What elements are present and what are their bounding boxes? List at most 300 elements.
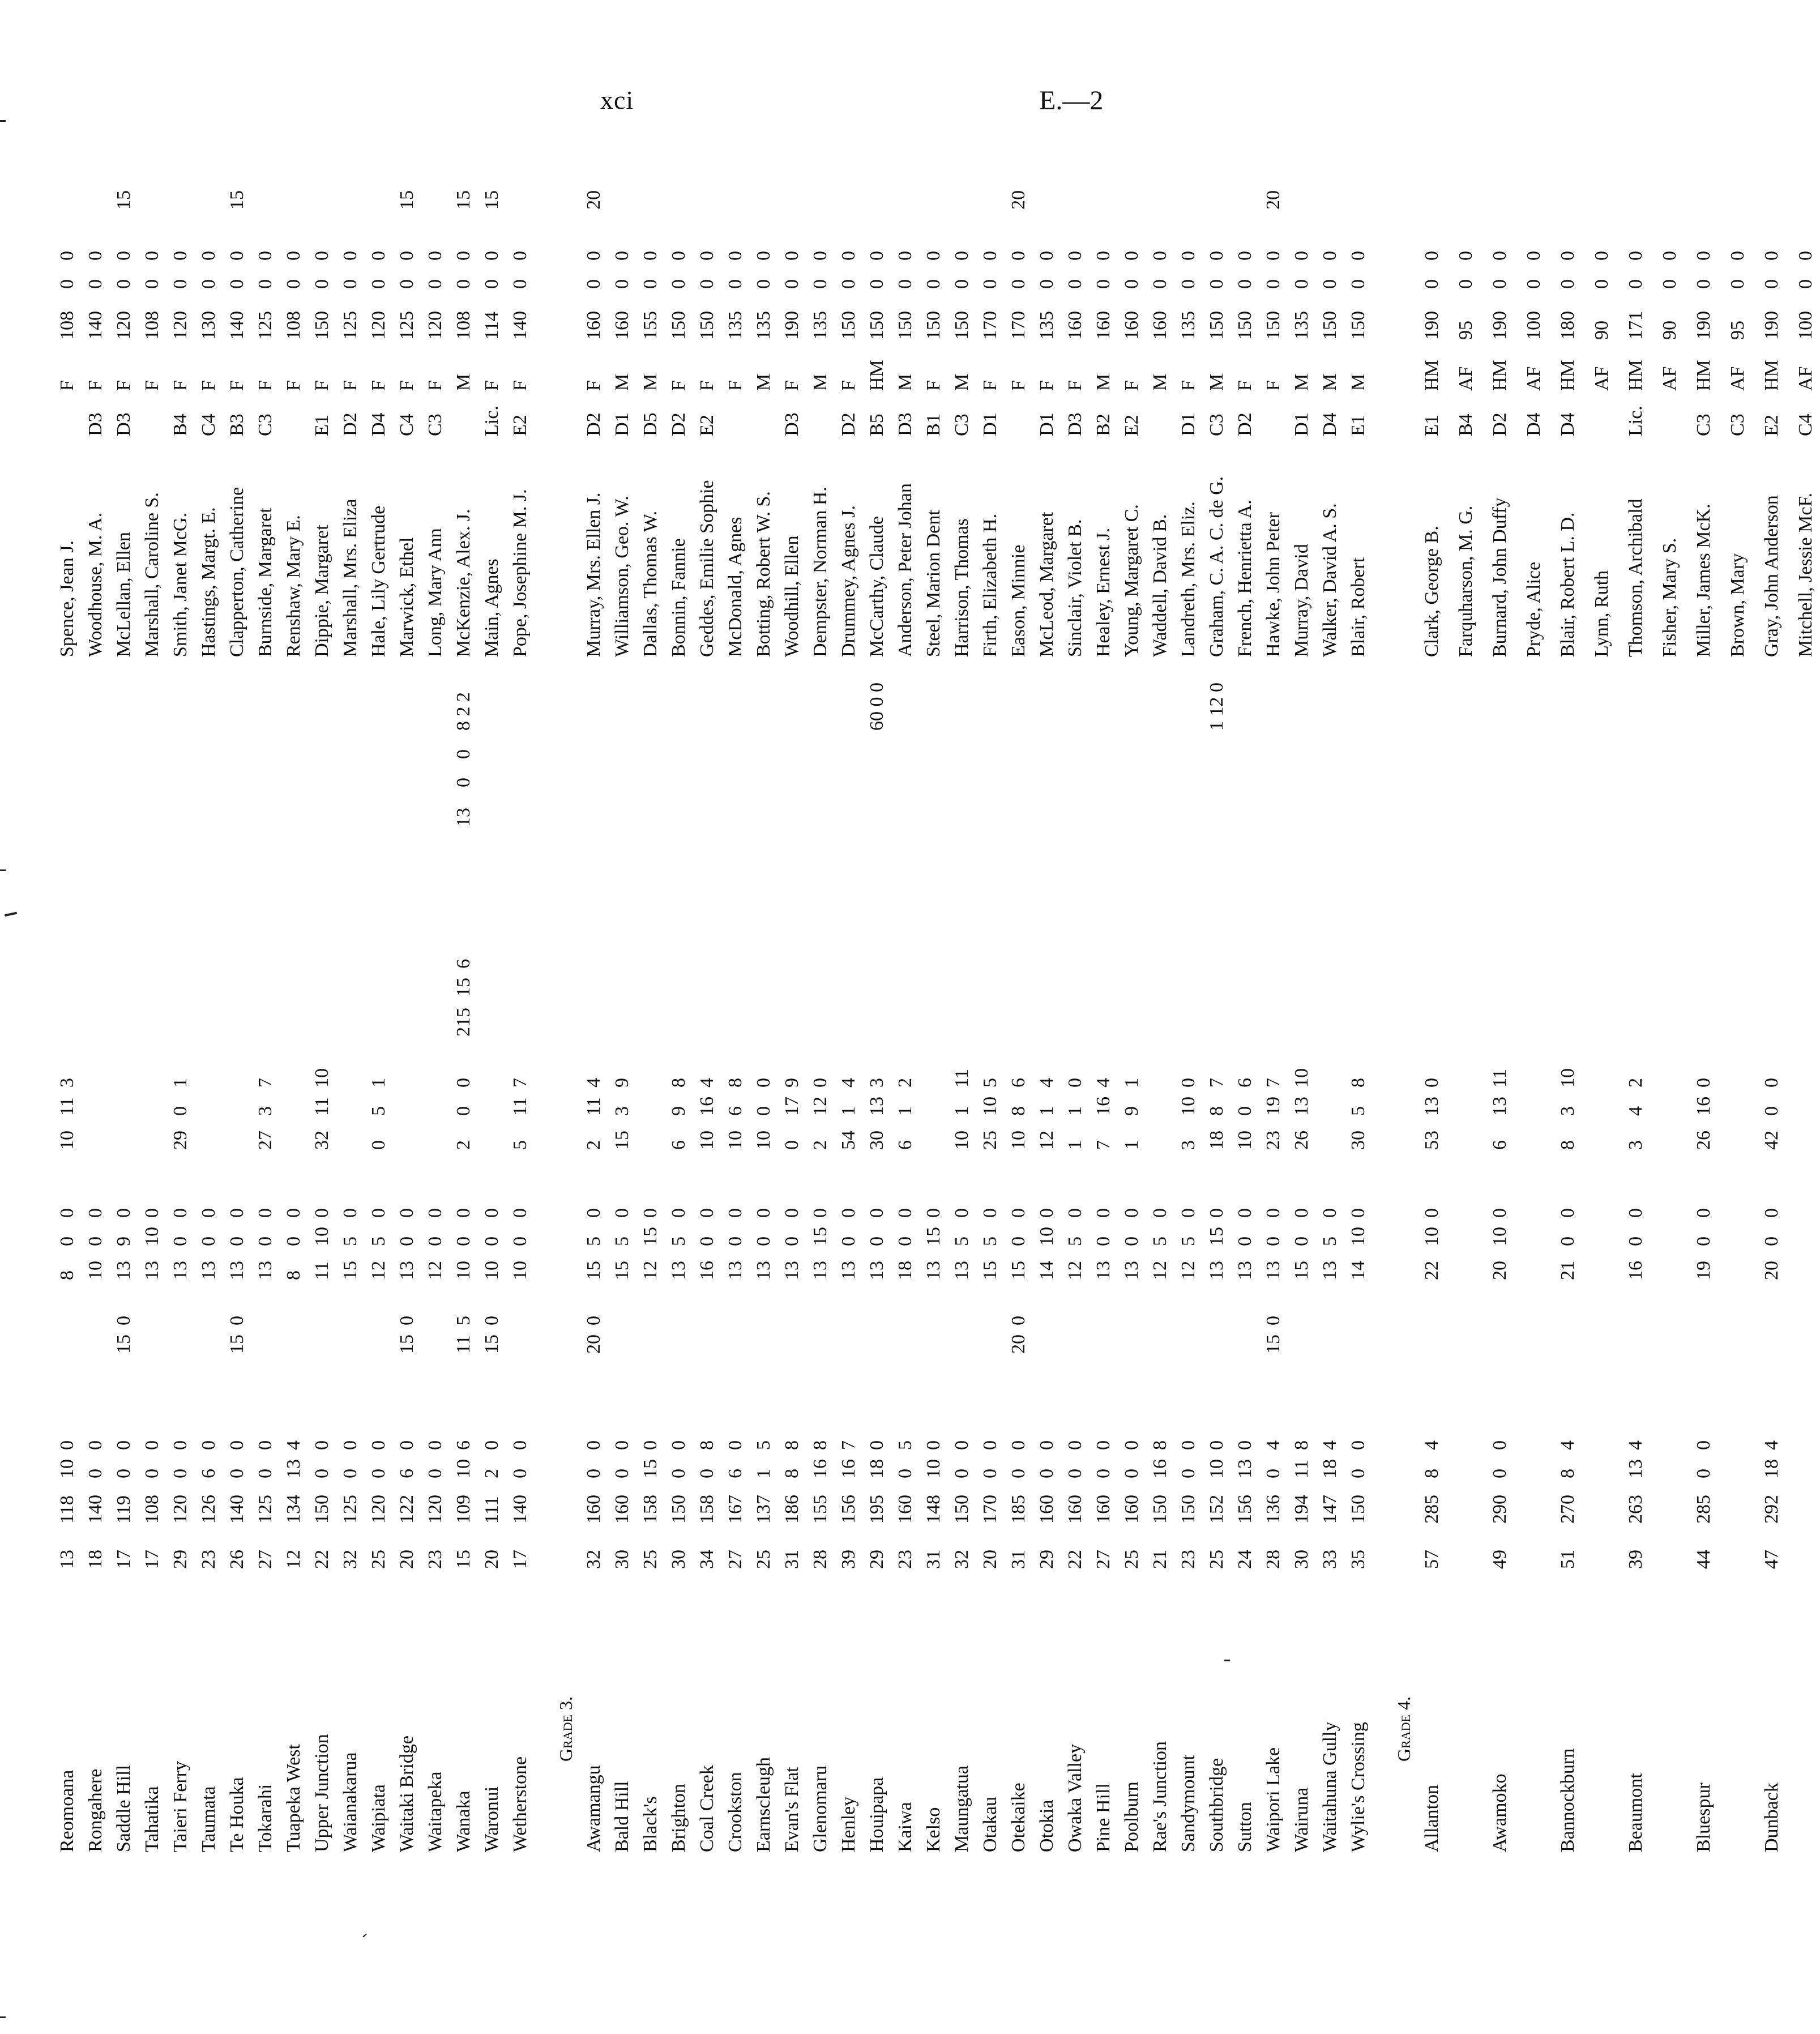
cell-cls: D2 bbox=[1489, 412, 1510, 436]
cell-a: 30 bbox=[668, 1550, 689, 1569]
cell-pos: F bbox=[396, 380, 417, 391]
cell-c: 0 bbox=[697, 1469, 717, 1478]
cell-cls: D4 bbox=[1523, 412, 1544, 436]
cell-s1: 0 bbox=[1036, 279, 1057, 289]
cell-d: 0 bbox=[1008, 1440, 1029, 1450]
cell-x: 20 bbox=[1008, 190, 1029, 210]
cell-x: 15 bbox=[227, 190, 247, 210]
cell-b: 111 bbox=[481, 1496, 502, 1524]
cell-l: 3 bbox=[57, 1078, 78, 1088]
cell-c: 0 bbox=[142, 1469, 163, 1478]
cell-g: 15 bbox=[1291, 1261, 1312, 1280]
cell-f: 0 bbox=[113, 1316, 134, 1325]
cell-a: 25 bbox=[640, 1550, 661, 1569]
cell-j: 0 bbox=[781, 1140, 802, 1150]
cell-sal: 160 bbox=[612, 311, 633, 340]
cell-s2: 0 bbox=[1008, 251, 1029, 261]
cell-e: 15 bbox=[113, 1334, 134, 1354]
cell-s1: 0 bbox=[1761, 279, 1782, 289]
cell-s1: 0 bbox=[396, 279, 417, 289]
cell-d: 0 bbox=[725, 1440, 746, 1450]
cell-h: 5 bbox=[980, 1236, 1001, 1246]
cell-school: Evan's Flat bbox=[781, 1767, 802, 1852]
cell-l: 1 bbox=[170, 1078, 191, 1088]
cell-g: 13 bbox=[753, 1261, 774, 1280]
cell-sal: 170 bbox=[980, 311, 1001, 340]
cell-school: Bannockburn bbox=[1557, 1748, 1578, 1852]
cell-g: 13 bbox=[113, 1261, 134, 1280]
cell-b: 152 bbox=[1206, 1495, 1227, 1524]
cell-teacher: Landreth, Mrs. Eliz. bbox=[1178, 501, 1199, 657]
cell-i: 0 bbox=[810, 1208, 831, 1218]
cell-b: 195 bbox=[866, 1495, 887, 1524]
cell-e: 15 bbox=[227, 1334, 247, 1354]
cell-k: 8 bbox=[1008, 1106, 1029, 1116]
cell-b: 150 bbox=[668, 1495, 689, 1524]
cell-k: 16 bbox=[1693, 1097, 1714, 1116]
cell-x: 20 bbox=[583, 190, 604, 210]
cell-d: 8 bbox=[697, 1440, 717, 1450]
cell-pos: AF bbox=[1455, 366, 1476, 391]
cell-g: 14 bbox=[1348, 1261, 1369, 1280]
cell-s2: 0 bbox=[283, 251, 304, 261]
cell-h: 0 bbox=[227, 1236, 247, 1246]
cell-a: 29 bbox=[170, 1550, 191, 1569]
cell-i: 0 bbox=[895, 1208, 916, 1218]
cell-x: 20 bbox=[1263, 190, 1284, 210]
cell-s2: 0 bbox=[1455, 251, 1476, 261]
cell-c: 0 bbox=[980, 1469, 1001, 1478]
cell-l: 0 bbox=[1421, 1078, 1442, 1088]
cell-d: 4 bbox=[1761, 1440, 1782, 1450]
cell-teacher: Fisher, Mary S. bbox=[1659, 538, 1680, 657]
cell-x: 15 bbox=[453, 190, 474, 210]
cell-b: 160 bbox=[1065, 1495, 1086, 1524]
school-row bbox=[608, 164, 636, 1864]
cell-pos: M bbox=[895, 373, 916, 391]
cell-i: 0 bbox=[1234, 1208, 1255, 1218]
cell-s1: 0 bbox=[668, 279, 689, 289]
cell-sal: 108 bbox=[453, 311, 474, 340]
cell-cls: B1 bbox=[923, 413, 944, 436]
cell-cls: D4 bbox=[368, 412, 389, 436]
cell-k: 4 bbox=[1625, 1106, 1646, 1116]
cell-i: 0 bbox=[57, 1208, 78, 1218]
cell-sal: 150 bbox=[311, 311, 332, 340]
cell-g: 8 bbox=[57, 1270, 78, 1280]
cell-l: 9 bbox=[781, 1078, 802, 1088]
cell-school: Rae's Junction bbox=[1150, 1741, 1170, 1852]
cell-cls: D3 bbox=[895, 412, 916, 436]
cell-s1: 0 bbox=[510, 279, 531, 289]
cell-teacher: Thomson, Archibald bbox=[1625, 498, 1646, 657]
cell-a: 22 bbox=[311, 1550, 332, 1569]
school-row bbox=[976, 164, 1005, 1864]
cell-c: 0 bbox=[85, 1469, 106, 1478]
cell-cls: Lic. bbox=[481, 406, 502, 436]
cell-a: 31 bbox=[923, 1550, 944, 1569]
cell-pos: HM bbox=[1693, 360, 1714, 391]
cell-j: 6 bbox=[668, 1140, 689, 1150]
cell-h: 0 bbox=[753, 1236, 774, 1246]
cell-i: 0 bbox=[255, 1208, 276, 1218]
cell-a: 30 bbox=[1291, 1550, 1312, 1569]
cell-j: 1 bbox=[1065, 1140, 1086, 1150]
cell-i: 0 bbox=[170, 1208, 191, 1218]
cell-e: 15 bbox=[1263, 1334, 1284, 1354]
cell-i: 0 bbox=[1557, 1208, 1578, 1218]
cell-g: 13 bbox=[810, 1261, 831, 1280]
cell-j: 10 bbox=[753, 1131, 774, 1150]
cell-b: 160 bbox=[1121, 1495, 1142, 1524]
cell-f: 0 bbox=[227, 1316, 247, 1325]
cell-c: 6 bbox=[198, 1469, 219, 1478]
cell-pos: F bbox=[283, 380, 304, 391]
cell-school: Waitahuna Gully bbox=[1319, 1721, 1340, 1852]
cell-i: 0 bbox=[340, 1208, 361, 1218]
cell-d: 0 bbox=[255, 1440, 276, 1450]
cell-d: 0 bbox=[1121, 1440, 1142, 1450]
cell-l: 0 bbox=[1178, 1078, 1199, 1088]
cell-g: 12 bbox=[1150, 1261, 1170, 1280]
cell-s2: 0 bbox=[1065, 251, 1086, 261]
cell-teacher: Dempster, Norman H. bbox=[810, 487, 831, 657]
cell-h: 5 bbox=[583, 1236, 604, 1246]
cell-cls: E1 bbox=[1348, 415, 1369, 436]
cell-b: 263 bbox=[1625, 1495, 1646, 1524]
cell-i: 0 bbox=[142, 1208, 163, 1218]
cell-h: 0 bbox=[866, 1236, 887, 1246]
school-row bbox=[1588, 164, 1616, 1864]
cell-l: 0 bbox=[1065, 1078, 1086, 1088]
cell-k: 0 bbox=[1234, 1106, 1255, 1116]
cell-k: 11 bbox=[583, 1097, 604, 1116]
cell-i: 0 bbox=[198, 1208, 219, 1218]
cell-c: 0 bbox=[227, 1469, 247, 1478]
cell-teacher: Young, Margaret C. bbox=[1121, 504, 1142, 657]
cell-teacher: McLeod, Margaret bbox=[1036, 511, 1057, 657]
cell-teacher: Walker, David A. S. bbox=[1319, 503, 1340, 657]
cell-sal: 190 bbox=[1421, 311, 1442, 340]
cell-s2: 0 bbox=[1489, 251, 1510, 261]
cell-l: 2 bbox=[895, 1078, 916, 1088]
cell-cls: D1 bbox=[980, 412, 1001, 436]
cell-b: 120 bbox=[368, 1495, 389, 1524]
cell-e: 15 bbox=[396, 1334, 417, 1354]
cell-l: 3 bbox=[866, 1078, 887, 1088]
cell-a: 44 bbox=[1693, 1550, 1714, 1569]
cell-c: 0 bbox=[1065, 1469, 1086, 1478]
cell-teacher: Gray, John Anderson bbox=[1761, 495, 1782, 657]
cell-g: 13 bbox=[1319, 1261, 1340, 1280]
cell-school: Wairuna bbox=[1291, 1787, 1312, 1852]
cell-b: 150 bbox=[1178, 1495, 1199, 1524]
cell-g: 13 bbox=[396, 1261, 417, 1280]
school-row bbox=[1005, 164, 1033, 1864]
school-row bbox=[948, 164, 976, 1864]
cell-s2: 0 bbox=[1727, 251, 1748, 261]
cell-school: Glenomaru bbox=[810, 1766, 831, 1852]
cell-teacher: Long, Mary Ann bbox=[425, 528, 446, 657]
cell-sal: 190 bbox=[1693, 311, 1714, 340]
cell-teacher: Anderson, Peter Johan bbox=[895, 483, 916, 657]
cell-s2: 0 bbox=[1206, 251, 1227, 261]
cell-c: 0 bbox=[1693, 1469, 1714, 1478]
cell-s2: 0 bbox=[113, 251, 134, 261]
school-row bbox=[53, 164, 82, 1864]
cell-school: Waianakarua bbox=[340, 1752, 361, 1852]
cell-d: 7 bbox=[838, 1440, 859, 1450]
school-row bbox=[636, 164, 665, 1864]
cell-k: 0 bbox=[170, 1106, 191, 1116]
cell-j: 10 bbox=[57, 1131, 78, 1150]
cell-a: 17 bbox=[113, 1550, 134, 1569]
cell-school: Beaumont bbox=[1625, 1773, 1646, 1852]
cell-pos: F bbox=[198, 380, 219, 391]
cell-i: 0 bbox=[1489, 1208, 1510, 1218]
school-row bbox=[138, 164, 166, 1864]
cell-i: 0 bbox=[725, 1208, 746, 1218]
cell-teacher: Firth, Elizabeth H. bbox=[980, 513, 1001, 657]
cell-i: 0 bbox=[951, 1208, 972, 1218]
cell-a: 47 bbox=[1761, 1550, 1782, 1569]
cell-teacher: Hastings, Margt. E. bbox=[198, 507, 219, 657]
cell-s2: 0 bbox=[1121, 251, 1142, 261]
school-row bbox=[223, 164, 251, 1864]
cell-k: 8 bbox=[1206, 1106, 1227, 1116]
cell-teacher: Botting, Robert W. S. bbox=[753, 491, 774, 657]
cell-sal: 150 bbox=[1206, 311, 1227, 340]
cell-s1: 0 bbox=[170, 279, 191, 289]
cell-h: 9 bbox=[113, 1236, 134, 1246]
cell-i: 0 bbox=[753, 1208, 774, 1218]
cell-b: 158 bbox=[640, 1495, 661, 1524]
school-row bbox=[195, 164, 223, 1864]
cell-s2: 0 bbox=[1291, 251, 1312, 261]
cell-cls: D1 bbox=[612, 412, 633, 436]
cell-c: 10 bbox=[453, 1459, 474, 1478]
cell-h: 10 bbox=[142, 1227, 163, 1246]
cell-e: 20 bbox=[1008, 1334, 1029, 1354]
cell-cls: D1 bbox=[1178, 412, 1199, 436]
cell-j: 0 bbox=[368, 1140, 389, 1150]
cell-g: 13 bbox=[725, 1261, 746, 1280]
cell-f: 0 bbox=[396, 1316, 417, 1325]
cell-teacher: Woodhill, Ellen bbox=[781, 535, 802, 657]
cell-k: 16 bbox=[697, 1097, 717, 1116]
cell-pos: F bbox=[340, 380, 361, 391]
cell-school: Wetherstone bbox=[510, 1756, 531, 1852]
cell-s2: 0 bbox=[85, 251, 106, 261]
cell-s1: 0 bbox=[583, 279, 604, 289]
cell-teacher: Waddell, David B. bbox=[1150, 514, 1170, 657]
cell-cls: B3 bbox=[227, 413, 247, 436]
cell-c: 0 bbox=[895, 1469, 916, 1478]
cell-cls: D2 bbox=[668, 412, 689, 436]
cell-pos: F bbox=[1121, 380, 1142, 391]
cell-k: 19 bbox=[1263, 1097, 1284, 1116]
cell-s1: 0 bbox=[1625, 279, 1646, 289]
cell-s2: 0 bbox=[340, 251, 361, 261]
cell-i: 0 bbox=[85, 1208, 106, 1218]
cell-s2: 0 bbox=[866, 251, 887, 261]
cell-x: 15 bbox=[113, 190, 134, 210]
cell-cls: C3 bbox=[1206, 413, 1227, 436]
cell-s1: 0 bbox=[725, 279, 746, 289]
school-row bbox=[82, 164, 110, 1864]
cell-f: 5 bbox=[453, 1316, 474, 1325]
cell-g: 13 bbox=[923, 1261, 944, 1280]
cell-c: 0 bbox=[1489, 1469, 1510, 1478]
cell-i: 0 bbox=[838, 1208, 859, 1218]
cell-teacher: Pryde, Alice bbox=[1523, 561, 1544, 657]
cell-d: 0 bbox=[142, 1440, 163, 1450]
cell-cls: D2 bbox=[340, 412, 361, 436]
cell-s1: 0 bbox=[1150, 279, 1170, 289]
cell-s2: 0 bbox=[170, 251, 191, 261]
cell-s2: 0 bbox=[1625, 251, 1646, 261]
cell-i: 0 bbox=[1263, 1208, 1284, 1218]
cell-school: Sutton bbox=[1234, 1802, 1255, 1852]
cell-g: 16 bbox=[1625, 1261, 1646, 1280]
cell-c: 16 bbox=[810, 1459, 831, 1478]
cell-school: Kelso bbox=[923, 1807, 944, 1852]
cell-teacher: Hawke, John Peter bbox=[1263, 512, 1284, 657]
cell-a: 28 bbox=[810, 1550, 831, 1569]
cell-c: 8 bbox=[1421, 1469, 1442, 1478]
cell-pos: HM bbox=[1421, 360, 1442, 391]
cell-g: 15 bbox=[583, 1261, 604, 1280]
cell-school: Otakau bbox=[980, 1796, 1001, 1852]
cell-l: 10 bbox=[1557, 1068, 1578, 1088]
cell-pos: AF bbox=[1523, 366, 1544, 391]
cell-l: 1 bbox=[1121, 1078, 1142, 1088]
cell-teacher: Spence, Jean J. bbox=[57, 540, 78, 657]
cell-pos: F bbox=[1065, 380, 1086, 391]
cell-b: 285 bbox=[1693, 1495, 1714, 1524]
cell-s2: 0 bbox=[198, 251, 219, 261]
cell-b: 125 bbox=[255, 1495, 276, 1524]
cell-c: 13 bbox=[1625, 1459, 1646, 1478]
cell-g: 12 bbox=[368, 1261, 389, 1280]
cell-school: Houipapa bbox=[866, 1777, 887, 1852]
cell-h: 0 bbox=[781, 1236, 802, 1246]
cell-sal: 130 bbox=[198, 311, 219, 340]
cell-h: 10 bbox=[1421, 1227, 1442, 1246]
cell-h: 10 bbox=[1036, 1227, 1057, 1246]
cell-s1: 0 bbox=[1206, 279, 1227, 289]
cell-l: 7 bbox=[510, 1078, 531, 1088]
school-row bbox=[1118, 164, 1146, 1864]
cell-pos: HM bbox=[1557, 360, 1578, 391]
cell-a: 24 bbox=[1234, 1550, 1255, 1569]
cell-pos: F bbox=[781, 380, 802, 391]
cell-d: 0 bbox=[1036, 1440, 1057, 1450]
cell-h: 0 bbox=[453, 1236, 474, 1246]
cell-cls: Lic. bbox=[1625, 406, 1646, 436]
cell-i: 0 bbox=[612, 1208, 633, 1218]
cell-h: 10 bbox=[1489, 1227, 1510, 1246]
cell-j: 7 bbox=[1093, 1140, 1114, 1150]
cell-teacher: Murray, David bbox=[1291, 544, 1312, 657]
cell-pos: F bbox=[923, 380, 944, 391]
cell-cls: D4 bbox=[1557, 412, 1578, 436]
cell-b: 136 bbox=[1263, 1495, 1284, 1524]
cell-c: 0 bbox=[510, 1469, 531, 1478]
cell-s2: 0 bbox=[697, 251, 717, 261]
cell-b: 270 bbox=[1557, 1495, 1578, 1524]
cell-j: 23 bbox=[1263, 1131, 1284, 1150]
cell-c: 0 bbox=[113, 1469, 134, 1478]
cell-sal: 125 bbox=[255, 311, 276, 340]
cell-d: 4 bbox=[1263, 1440, 1284, 1450]
page-number: xci bbox=[600, 86, 634, 114]
cell-a: 25 bbox=[368, 1550, 389, 1569]
cell-a: 25 bbox=[1121, 1550, 1142, 1569]
cell-school: Te Houka bbox=[227, 1777, 247, 1852]
cell-b: 147 bbox=[1319, 1495, 1340, 1524]
cell-cls: B4 bbox=[1455, 413, 1476, 436]
cell-cls: B4 bbox=[170, 413, 191, 436]
cell-c: 0 bbox=[340, 1469, 361, 1478]
cell-k: 13 bbox=[1421, 1097, 1442, 1116]
school-row bbox=[1452, 164, 1480, 1864]
cell-b: 160 bbox=[1093, 1495, 1114, 1524]
cell-d: 5 bbox=[895, 1440, 916, 1450]
cell-s1: 0 bbox=[142, 279, 163, 289]
cell-g: 11 bbox=[311, 1261, 332, 1280]
cell-b: 155 bbox=[810, 1495, 831, 1524]
cell-cls: E1 bbox=[1421, 415, 1442, 436]
school-row bbox=[920, 164, 948, 1864]
cell-j: 3 bbox=[1178, 1140, 1199, 1150]
cell-g: 13 bbox=[1263, 1261, 1284, 1280]
cell-b: 150 bbox=[1150, 1495, 1170, 1524]
cell-h: 0 bbox=[1557, 1236, 1578, 1246]
cell-teacher: Main, Agnes bbox=[481, 558, 502, 657]
cell-l: 0 bbox=[753, 1078, 774, 1088]
cell-sal: 108 bbox=[142, 311, 163, 340]
cell-pos: M bbox=[753, 373, 774, 391]
cell-sal: 120 bbox=[368, 311, 389, 340]
cell-g: 14 bbox=[1036, 1261, 1057, 1280]
cell-school: Reomoana bbox=[57, 1769, 78, 1852]
cell-g: 13 bbox=[668, 1261, 689, 1280]
cell-cls: D3 bbox=[1065, 412, 1086, 436]
cell-l: 11 bbox=[1489, 1069, 1510, 1088]
cell-g: 13 bbox=[227, 1261, 247, 1280]
cell-g: 13 bbox=[170, 1261, 191, 1280]
cell-a: 30 bbox=[612, 1550, 633, 1569]
cell-g: 13 bbox=[781, 1261, 802, 1280]
cell-b: 186 bbox=[781, 1495, 802, 1524]
cell-c: 6 bbox=[725, 1469, 746, 1478]
cell-cls: E2 bbox=[1761, 415, 1782, 436]
cell-k: 11 bbox=[311, 1097, 332, 1116]
cell-i: 0 bbox=[1625, 1208, 1646, 1218]
cell-d: 0 bbox=[396, 1440, 417, 1450]
cell-s1: 0 bbox=[425, 279, 446, 289]
cell-h: 0 bbox=[57, 1236, 78, 1246]
cell-s1: 0 bbox=[1263, 279, 1284, 289]
cell-g: 13 bbox=[951, 1261, 972, 1280]
cell-b: 160 bbox=[1036, 1495, 1057, 1524]
cell-l: 6 bbox=[1234, 1078, 1255, 1088]
cell-s2: 0 bbox=[612, 251, 633, 261]
cell-j: 10 bbox=[725, 1131, 746, 1150]
cell-i: 0 bbox=[1178, 1208, 1199, 1218]
cell-s1: 0 bbox=[1727, 279, 1748, 289]
